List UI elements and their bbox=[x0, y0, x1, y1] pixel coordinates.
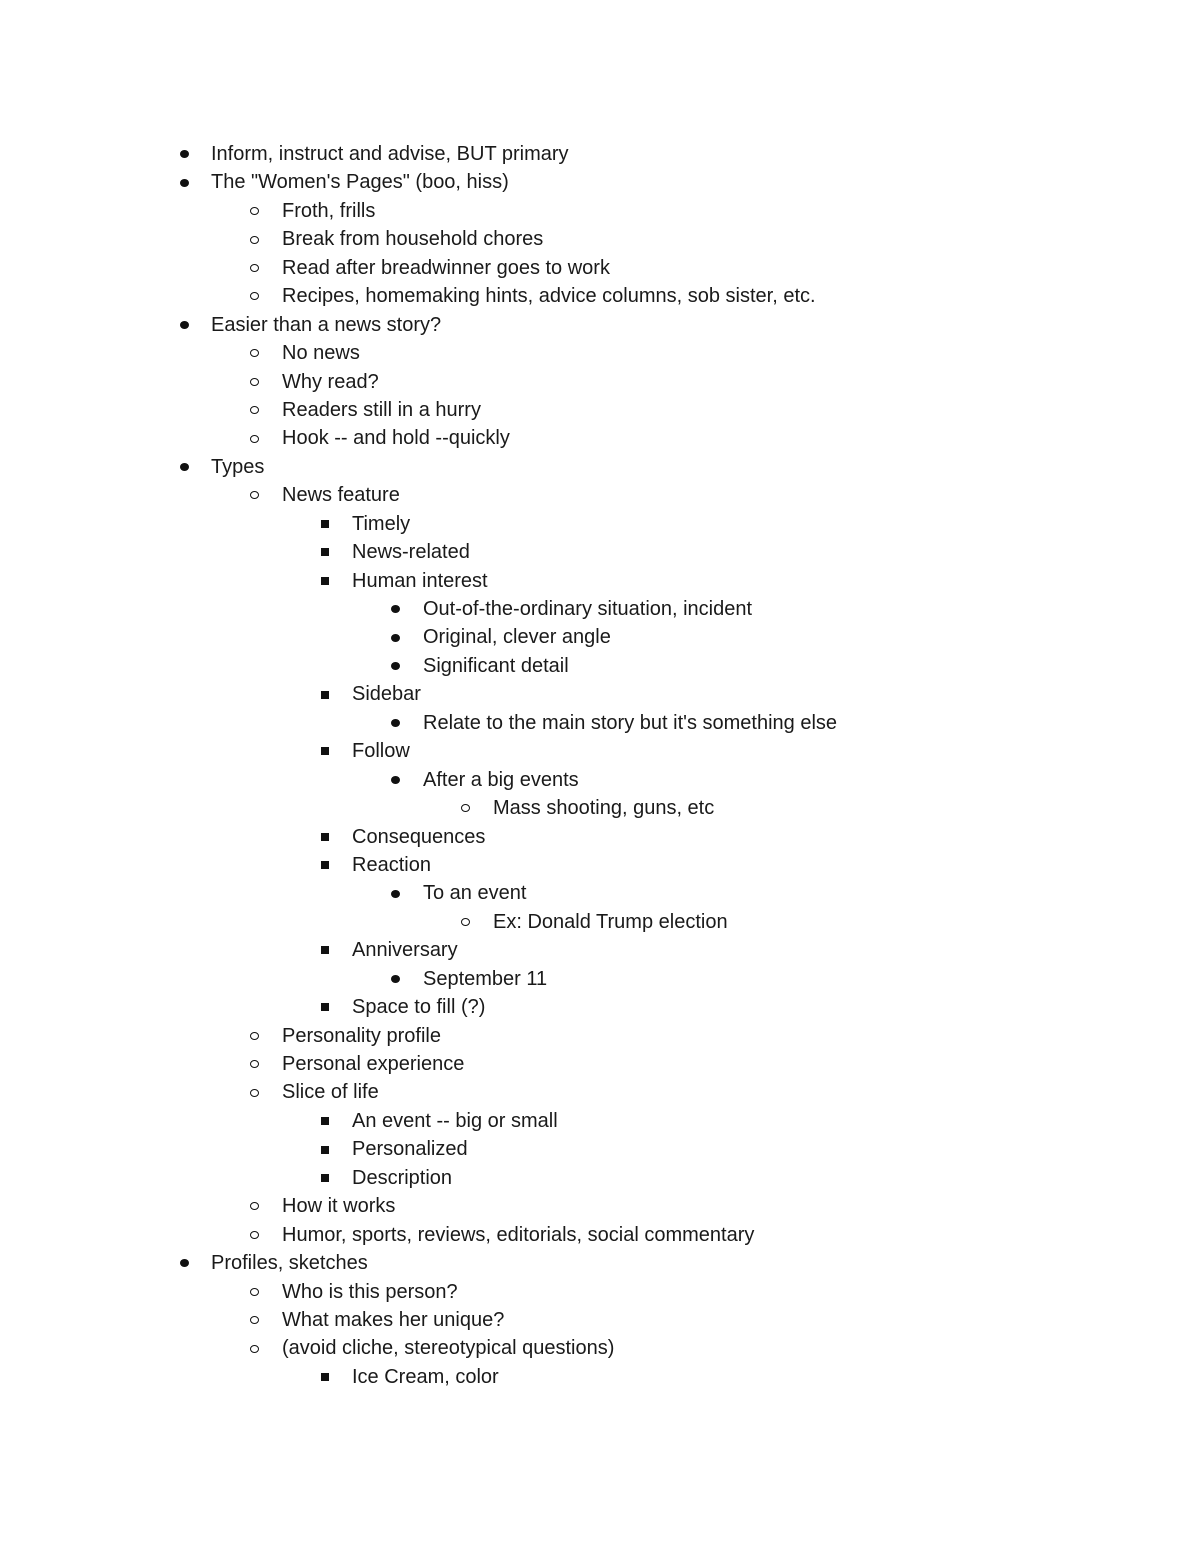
outline-item-text: How it works bbox=[282, 1195, 396, 1218]
outline-item-text: Break from household chores bbox=[282, 228, 544, 251]
outline-item-text: (avoid cliche, stereotypical questions) bbox=[282, 1337, 615, 1360]
outline-item bbox=[0, 1306, 1200, 1334]
disc-bullet-icon bbox=[388, 766, 402, 794]
outline-item bbox=[0, 652, 1200, 680]
outline-item-text: Space to fill (?) bbox=[352, 996, 486, 1019]
outline-item-text: Who is this person? bbox=[282, 1280, 458, 1303]
circle-bullet-icon bbox=[247, 396, 261, 424]
circle-bullet-icon bbox=[247, 1221, 261, 1249]
outline-item bbox=[0, 168, 1200, 196]
square-bullet-icon bbox=[318, 680, 332, 708]
outline-item-text: Types bbox=[211, 455, 265, 478]
outline-item-text: No news bbox=[282, 342, 360, 365]
outline-item bbox=[0, 1334, 1200, 1362]
outline-item bbox=[0, 879, 1200, 907]
outline-item-text: September 11 bbox=[423, 967, 548, 990]
outline-item bbox=[0, 1164, 1200, 1192]
square-bullet-icon bbox=[318, 936, 332, 964]
disc-bullet-icon bbox=[388, 879, 402, 907]
outline-item bbox=[0, 368, 1200, 396]
outline-item-text: Follow bbox=[352, 740, 410, 763]
disc-bullet-icon bbox=[388, 595, 402, 623]
outline-item-text: The "Women's Pages" (boo, hiss) bbox=[211, 171, 509, 194]
outline-item bbox=[0, 1192, 1200, 1220]
outline-item-text: Humor, sports, reviews, editorials, social commentary bbox=[282, 1223, 755, 1246]
outline-item-text: Profiles, sketches bbox=[211, 1252, 368, 1275]
circle-bullet-icon bbox=[247, 197, 261, 225]
square-bullet-icon bbox=[318, 567, 332, 595]
outline-item bbox=[0, 965, 1200, 993]
outline-item bbox=[0, 908, 1200, 936]
outline-item bbox=[0, 567, 1200, 595]
square-bullet-icon bbox=[318, 993, 332, 1021]
circle-bullet-icon bbox=[247, 481, 261, 509]
outline-item-text: An event -- big or small bbox=[352, 1109, 558, 1132]
circle-bullet-icon bbox=[247, 1192, 261, 1220]
outline-item-text: Significant detail bbox=[423, 654, 569, 677]
square-bullet-icon bbox=[318, 510, 332, 538]
outline-item bbox=[0, 1135, 1200, 1163]
outline-item-text: Anniversary bbox=[352, 939, 458, 962]
outline-item-text: Easier than a news story? bbox=[211, 313, 442, 336]
document-page bbox=[0, 140, 1200, 1391]
disc-bullet-icon bbox=[388, 709, 402, 737]
circle-bullet-icon bbox=[247, 1278, 261, 1306]
outline-item bbox=[0, 1221, 1200, 1249]
outline-item bbox=[0, 1249, 1200, 1277]
outline-item-text: What makes her unique? bbox=[282, 1308, 505, 1331]
outline-item-text: Personalized bbox=[352, 1138, 468, 1161]
outline-item bbox=[0, 595, 1200, 623]
outline-item-text: Slice of life bbox=[282, 1081, 379, 1104]
outline-item-text: Consequences bbox=[352, 825, 486, 848]
outline-item bbox=[0, 1022, 1200, 1050]
outline-item bbox=[0, 424, 1200, 452]
outline-item-text: Ex: Donald Trump election bbox=[493, 910, 728, 933]
circle-bullet-icon bbox=[247, 1306, 261, 1334]
outline-item bbox=[0, 254, 1200, 282]
outline-item-text: Timely bbox=[352, 512, 411, 535]
square-bullet-icon bbox=[318, 1135, 332, 1163]
outline-item-text: Personality profile bbox=[282, 1024, 441, 1047]
outline-item bbox=[0, 623, 1200, 651]
outline-item-text: Original, clever angle bbox=[423, 626, 611, 649]
outline-item bbox=[0, 936, 1200, 964]
outline-item bbox=[0, 794, 1200, 822]
circle-bullet-icon bbox=[247, 368, 261, 396]
outline-item bbox=[0, 823, 1200, 851]
square-bullet-icon bbox=[318, 1164, 332, 1192]
outline-item-text: Description bbox=[352, 1166, 453, 1189]
outline-item bbox=[0, 538, 1200, 566]
outline-item bbox=[0, 339, 1200, 367]
square-bullet-icon bbox=[318, 1363, 332, 1391]
circle-bullet-icon bbox=[247, 339, 261, 367]
outline-item-text: To an event bbox=[423, 882, 527, 905]
outline-item-text: Why read? bbox=[282, 370, 379, 393]
disc-bullet-icon bbox=[177, 168, 191, 196]
disc-bullet-icon bbox=[388, 965, 402, 993]
outline-item-text: Ice Cream, color bbox=[352, 1365, 499, 1388]
outline-item bbox=[0, 709, 1200, 737]
outline-item bbox=[0, 311, 1200, 339]
outline-item-text: Reaction bbox=[352, 853, 431, 876]
disc-bullet-icon bbox=[177, 140, 191, 168]
outline-item bbox=[0, 737, 1200, 765]
outline-item-text: Out-of-the-ordinary situation, incident bbox=[423, 598, 753, 620]
outline-item-text: News feature bbox=[282, 484, 400, 507]
outline-item-text: Read after breadwinner goes to work bbox=[282, 256, 610, 279]
circle-bullet-icon bbox=[247, 1078, 261, 1106]
outline-item-text: After a big events bbox=[423, 768, 579, 791]
disc-bullet-icon bbox=[388, 652, 402, 680]
disc-bullet-icon bbox=[177, 311, 191, 339]
outline-item-text: Hook -- and hold --quickly bbox=[282, 427, 510, 450]
outline-item bbox=[0, 851, 1200, 879]
outline-item bbox=[0, 197, 1200, 225]
circle-bullet-icon bbox=[247, 424, 261, 452]
outline-item-text: Recipes, homemaking hints, advice columns, sob sister, etc. bbox=[282, 285, 816, 308]
outline-item-text: News-related bbox=[352, 541, 470, 564]
circle-bullet-icon bbox=[247, 1334, 261, 1362]
disc-bullet-icon bbox=[177, 453, 191, 481]
outline-item bbox=[0, 1363, 1200, 1391]
outline-item bbox=[0, 225, 1200, 253]
square-bullet-icon bbox=[318, 823, 332, 851]
bulleted-outline bbox=[0, 140, 1200, 1391]
circle-bullet-icon bbox=[247, 1050, 261, 1078]
outline-item-text: Mass shooting, guns, etc bbox=[493, 797, 715, 820]
circle-bullet-icon bbox=[247, 282, 261, 310]
outline-item bbox=[0, 993, 1200, 1021]
outline-item-text: Relate to the main story but it's something else bbox=[423, 711, 838, 734]
outline-item bbox=[0, 510, 1200, 538]
square-bullet-icon bbox=[318, 1107, 332, 1135]
disc-bullet-icon bbox=[177, 1249, 191, 1277]
circle-bullet-icon bbox=[247, 1022, 261, 1050]
outline-item-text: Inform, instruct and advise, BUT primary bbox=[211, 143, 569, 165]
outline-item bbox=[0, 453, 1200, 481]
outline-item bbox=[0, 282, 1200, 310]
circle-bullet-icon bbox=[458, 794, 472, 822]
outline-item-text: Personal experience bbox=[282, 1053, 465, 1075]
outline-item-text: Human interest bbox=[352, 569, 488, 592]
outline-item bbox=[0, 481, 1200, 509]
outline-item-text: Sidebar bbox=[352, 683, 421, 706]
outline-item bbox=[0, 396, 1200, 424]
outline-item bbox=[0, 1078, 1200, 1106]
circle-bullet-icon bbox=[247, 225, 261, 253]
disc-bullet-icon bbox=[388, 623, 402, 651]
square-bullet-icon bbox=[318, 538, 332, 566]
outline-item-text: Readers still in a hurry bbox=[282, 398, 481, 421]
circle-bullet-icon bbox=[458, 908, 472, 936]
outline-item bbox=[0, 766, 1200, 794]
outline-item bbox=[0, 1050, 1200, 1078]
square-bullet-icon bbox=[318, 851, 332, 879]
outline-item bbox=[0, 1107, 1200, 1135]
circle-bullet-icon bbox=[247, 254, 261, 282]
outline-item bbox=[0, 140, 1200, 168]
square-bullet-icon bbox=[318, 737, 332, 765]
outline-item-text: Froth, frills bbox=[282, 199, 376, 222]
outline-item bbox=[0, 680, 1200, 708]
outline-item bbox=[0, 1278, 1200, 1306]
